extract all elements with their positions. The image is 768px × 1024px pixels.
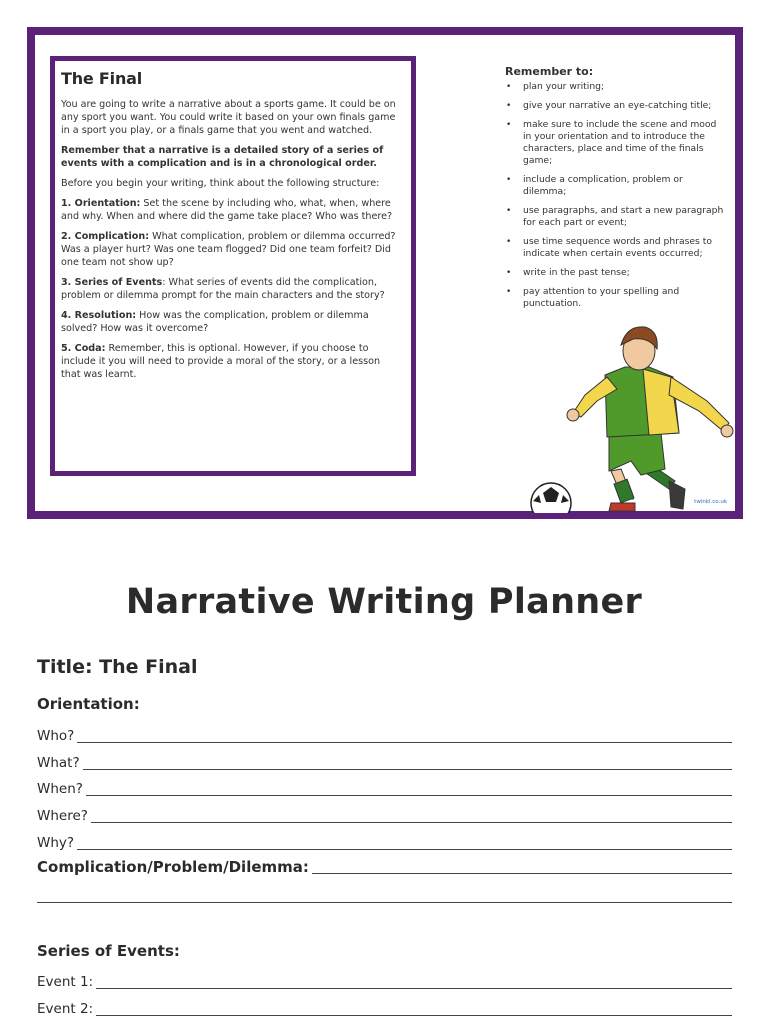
series-heading: Series of Events:: [37, 942, 180, 960]
step-text: Remember, this is optional. However, if you choose to include it you will need to provide a moral of the story, or a lesson that was learnt.: [61, 343, 381, 380]
field-label: Why?: [37, 835, 75, 851]
answer-line[interactable]: [83, 755, 732, 770]
step-label: 4. Resolution:: [61, 310, 137, 321]
step-text: Set the scene by including who, what, when, where and why. When and where did the game take place? Who was there?: [61, 198, 393, 222]
list-item: • write in the past tense;: [495, 267, 725, 279]
event-2-field[interactable]: [37, 1001, 732, 1017]
answer-line[interactable]: [86, 781, 732, 796]
list-item: • give your narrative an eye-catching title;: [495, 100, 725, 112]
step-orientation: [61, 197, 401, 223]
why-field[interactable]: [37, 835, 732, 851]
answer-line[interactable]: [96, 1001, 732, 1016]
list-item: • include a complication, problem or dilemma;: [495, 174, 725, 198]
what-field[interactable]: [37, 755, 732, 771]
story-title: Title: The Final: [37, 656, 198, 678]
field-label: Who?: [37, 728, 75, 744]
step-coda: [61, 342, 401, 381]
soccer-player-illustration: [493, 303, 737, 513]
step-text: What complication, problem or dilemma occurred? Was a player hurt? Was one team flogged? Did one team forfeit? Did one team not show up?: [61, 231, 396, 268]
step-complication: [61, 230, 401, 269]
field-label: Event 1:: [37, 974, 94, 990]
list-item: • make sure to include the scene and mood in your orientation and to introduce the characters, place and time of the finals game;: [495, 119, 725, 167]
answer-line[interactable]: [96, 974, 732, 989]
list-item: • use paragraphs, and start a new paragraph for each part or event;: [495, 205, 725, 229]
task-intro: You are going to write a narrative about a sports game. It could be on any sport you want. You could write it based on your own finals game in a sport you play, or a finals game that you went and watched.: [61, 99, 396, 136]
when-field[interactable]: [37, 781, 732, 797]
answer-line[interactable]: [37, 902, 732, 903]
task-card: [27, 27, 743, 519]
field-label: Where?: [37, 808, 88, 824]
answer-line[interactable]: [312, 859, 732, 874]
step-resolution: [61, 309, 401, 335]
task-description-box: [50, 56, 416, 476]
remember-list: [495, 81, 725, 310]
field-label: What?: [37, 755, 80, 771]
answer-line[interactable]: [77, 835, 732, 850]
step-text: : What series of events did the complication, problem or dilemma prompt for the main characters and the story?: [61, 277, 385, 301]
step-label: 3. Series of Events: [61, 277, 163, 288]
list-item: • use time sequence words and phrases to indicate when certain events occurred;: [495, 236, 725, 260]
complication-field[interactable]: [37, 859, 732, 875]
remember-checklist: [495, 65, 725, 317]
brand-logo: twinkl.co.uk: [694, 499, 727, 505]
event-1-field[interactable]: [37, 974, 732, 990]
answer-line[interactable]: [77, 728, 732, 743]
list-item: • plan your writing;: [495, 81, 725, 93]
remember-heading: Remember to:: [505, 65, 594, 78]
page-title: Narrative Writing Planner: [125, 582, 643, 622]
step-series: [61, 276, 401, 302]
task-before: Before you begin your writing, think about the following structure:: [61, 178, 380, 189]
field-label: When?: [37, 781, 83, 797]
step-text: How was the complication, problem or dilemma solved? How was it overcome?: [61, 310, 369, 334]
task-definition: Remember that a narrative is a detailed story of a series of events with a complication and is in a chronological order.: [61, 145, 384, 169]
orientation-heading: Orientation:: [37, 695, 140, 713]
step-label: 2. Complication:: [61, 231, 150, 242]
answer-line[interactable]: [91, 808, 732, 823]
complication-heading: Complication/Problem/Dilemma:: [37, 858, 309, 876]
field-label: Event 2:: [37, 1001, 94, 1017]
step-label: 5. Coda:: [61, 343, 106, 354]
where-field[interactable]: [37, 808, 732, 824]
list-item: • pay attention to your spelling and punctuation.: [495, 286, 725, 310]
step-label: 1. Orientation:: [61, 198, 141, 209]
task-title: The Final: [61, 69, 143, 88]
who-field[interactable]: [37, 728, 732, 744]
